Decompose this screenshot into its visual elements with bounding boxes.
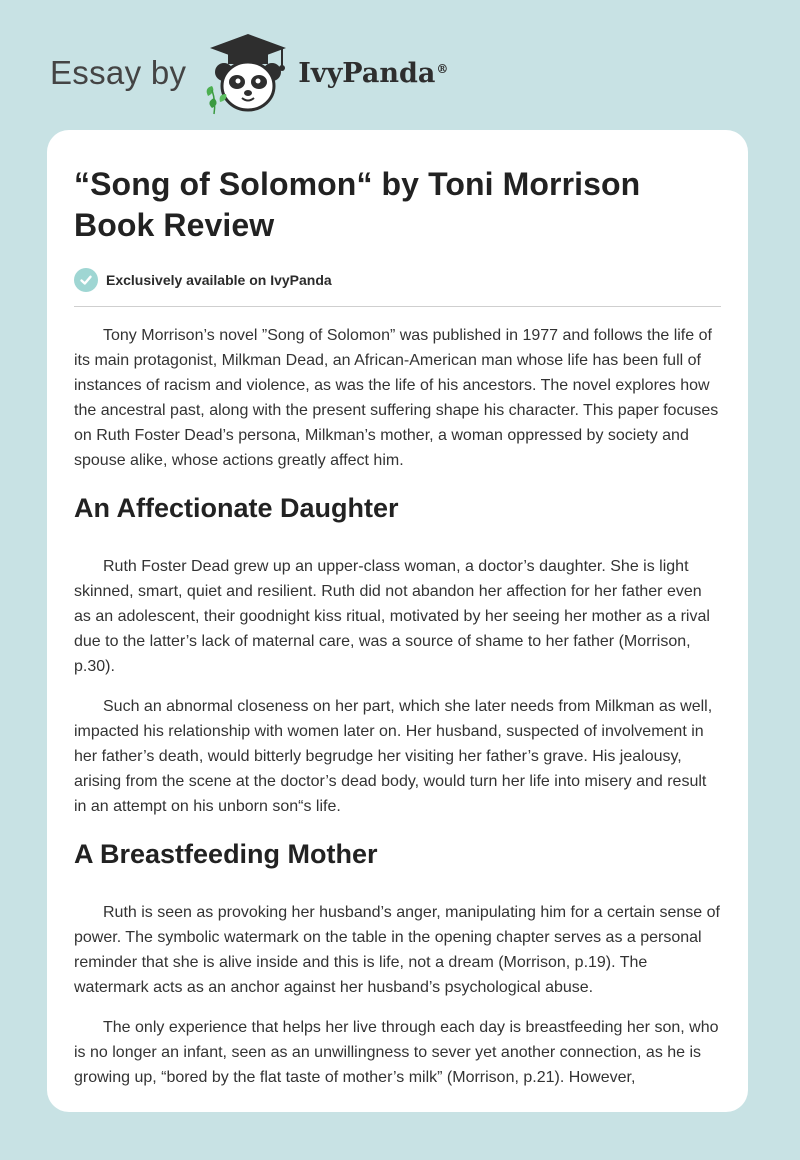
title-line-2: Book Review [74,207,275,243]
essay-content [74,323,721,1090]
title-divider [74,306,721,307]
site-header [50,28,650,118]
registered-mark: ® [436,61,449,76]
section-heading: A Breastfeeding Mother [74,839,378,869]
essay-by-label: Essay by [50,54,187,91]
panda-logo-icon[interactable] [202,30,294,116]
section-paragraph: Such an abnormal closeness on her part, which she later needs from Milkman as well, impacted his relationship with women later on. Her husband, suspected of involvement in her father’s death, would bitterly begrudge her visiting her father’s grave. His jealousy, arising from the scene at the doctor’s dead body, would turn her life into misery and result in an attempt on his unborn son“s life. [74,698,713,815]
title-line-1: “Song of Solomon“ by Toni Morrison [74,166,641,202]
section-paragraph: The only experience that helps her live through each day is breastfeeding her son, who is no longer an infant, seen as an unwillingness to sever yet another connection, as he is growing up, “bored by the flat taste of mother’s milk” (Morrison, p.21). However, [74,1019,719,1086]
brand-name[interactable] [298,58,448,89]
section-paragraph: Ruth Foster Dead grew up an upper-class woman, a doctor’s daughter. She is light skinned, smart, quiet and resilient. Ruth did not abandon her affection for her father even as an adolescent, their goodnight kiss ritual, motivated by her seeing her mother as a rival due to the latter’s lack of maternal care, was a source of shame to her father (Morrison, p.30). [74,558,710,675]
section-heading: An Affectionate Daughter [74,493,399,523]
essay-card [47,130,748,1112]
badge-label: Exclusively available on IvyPanda [106,272,332,288]
check-icon [74,268,98,292]
exclusive-badge [74,268,721,292]
intro-paragraph: Tony Morrison’s novel ”Song of Solomon” was published in 1977 and follows the life of its main protagonist, Milkman Dead, an African-American man whose life has been full of instances of racism and violence, as was the life of his ancestors. The novel explores how the ancestral past, along with the present suffering shape his character. This paper focuses on Ruth Foster Dead’s persona, Milkman’s mother, a woman oppressed by society and spouse alike, whose actions greatly affect him. [74,327,719,469]
page-title [74,164,721,246]
section-paragraph: Ruth is seen as provoking her husband’s anger, manipulating him for a certain sense of power. The symbolic watermark on the table in the opening chapter serves as a personal reminder that she is alive inside and this is life, not a dream (Morrison, p.19). The watermark acts as an anchor against her husband’s psychological abuse. [74,904,720,996]
brand-text: IvyPanda [298,57,436,89]
